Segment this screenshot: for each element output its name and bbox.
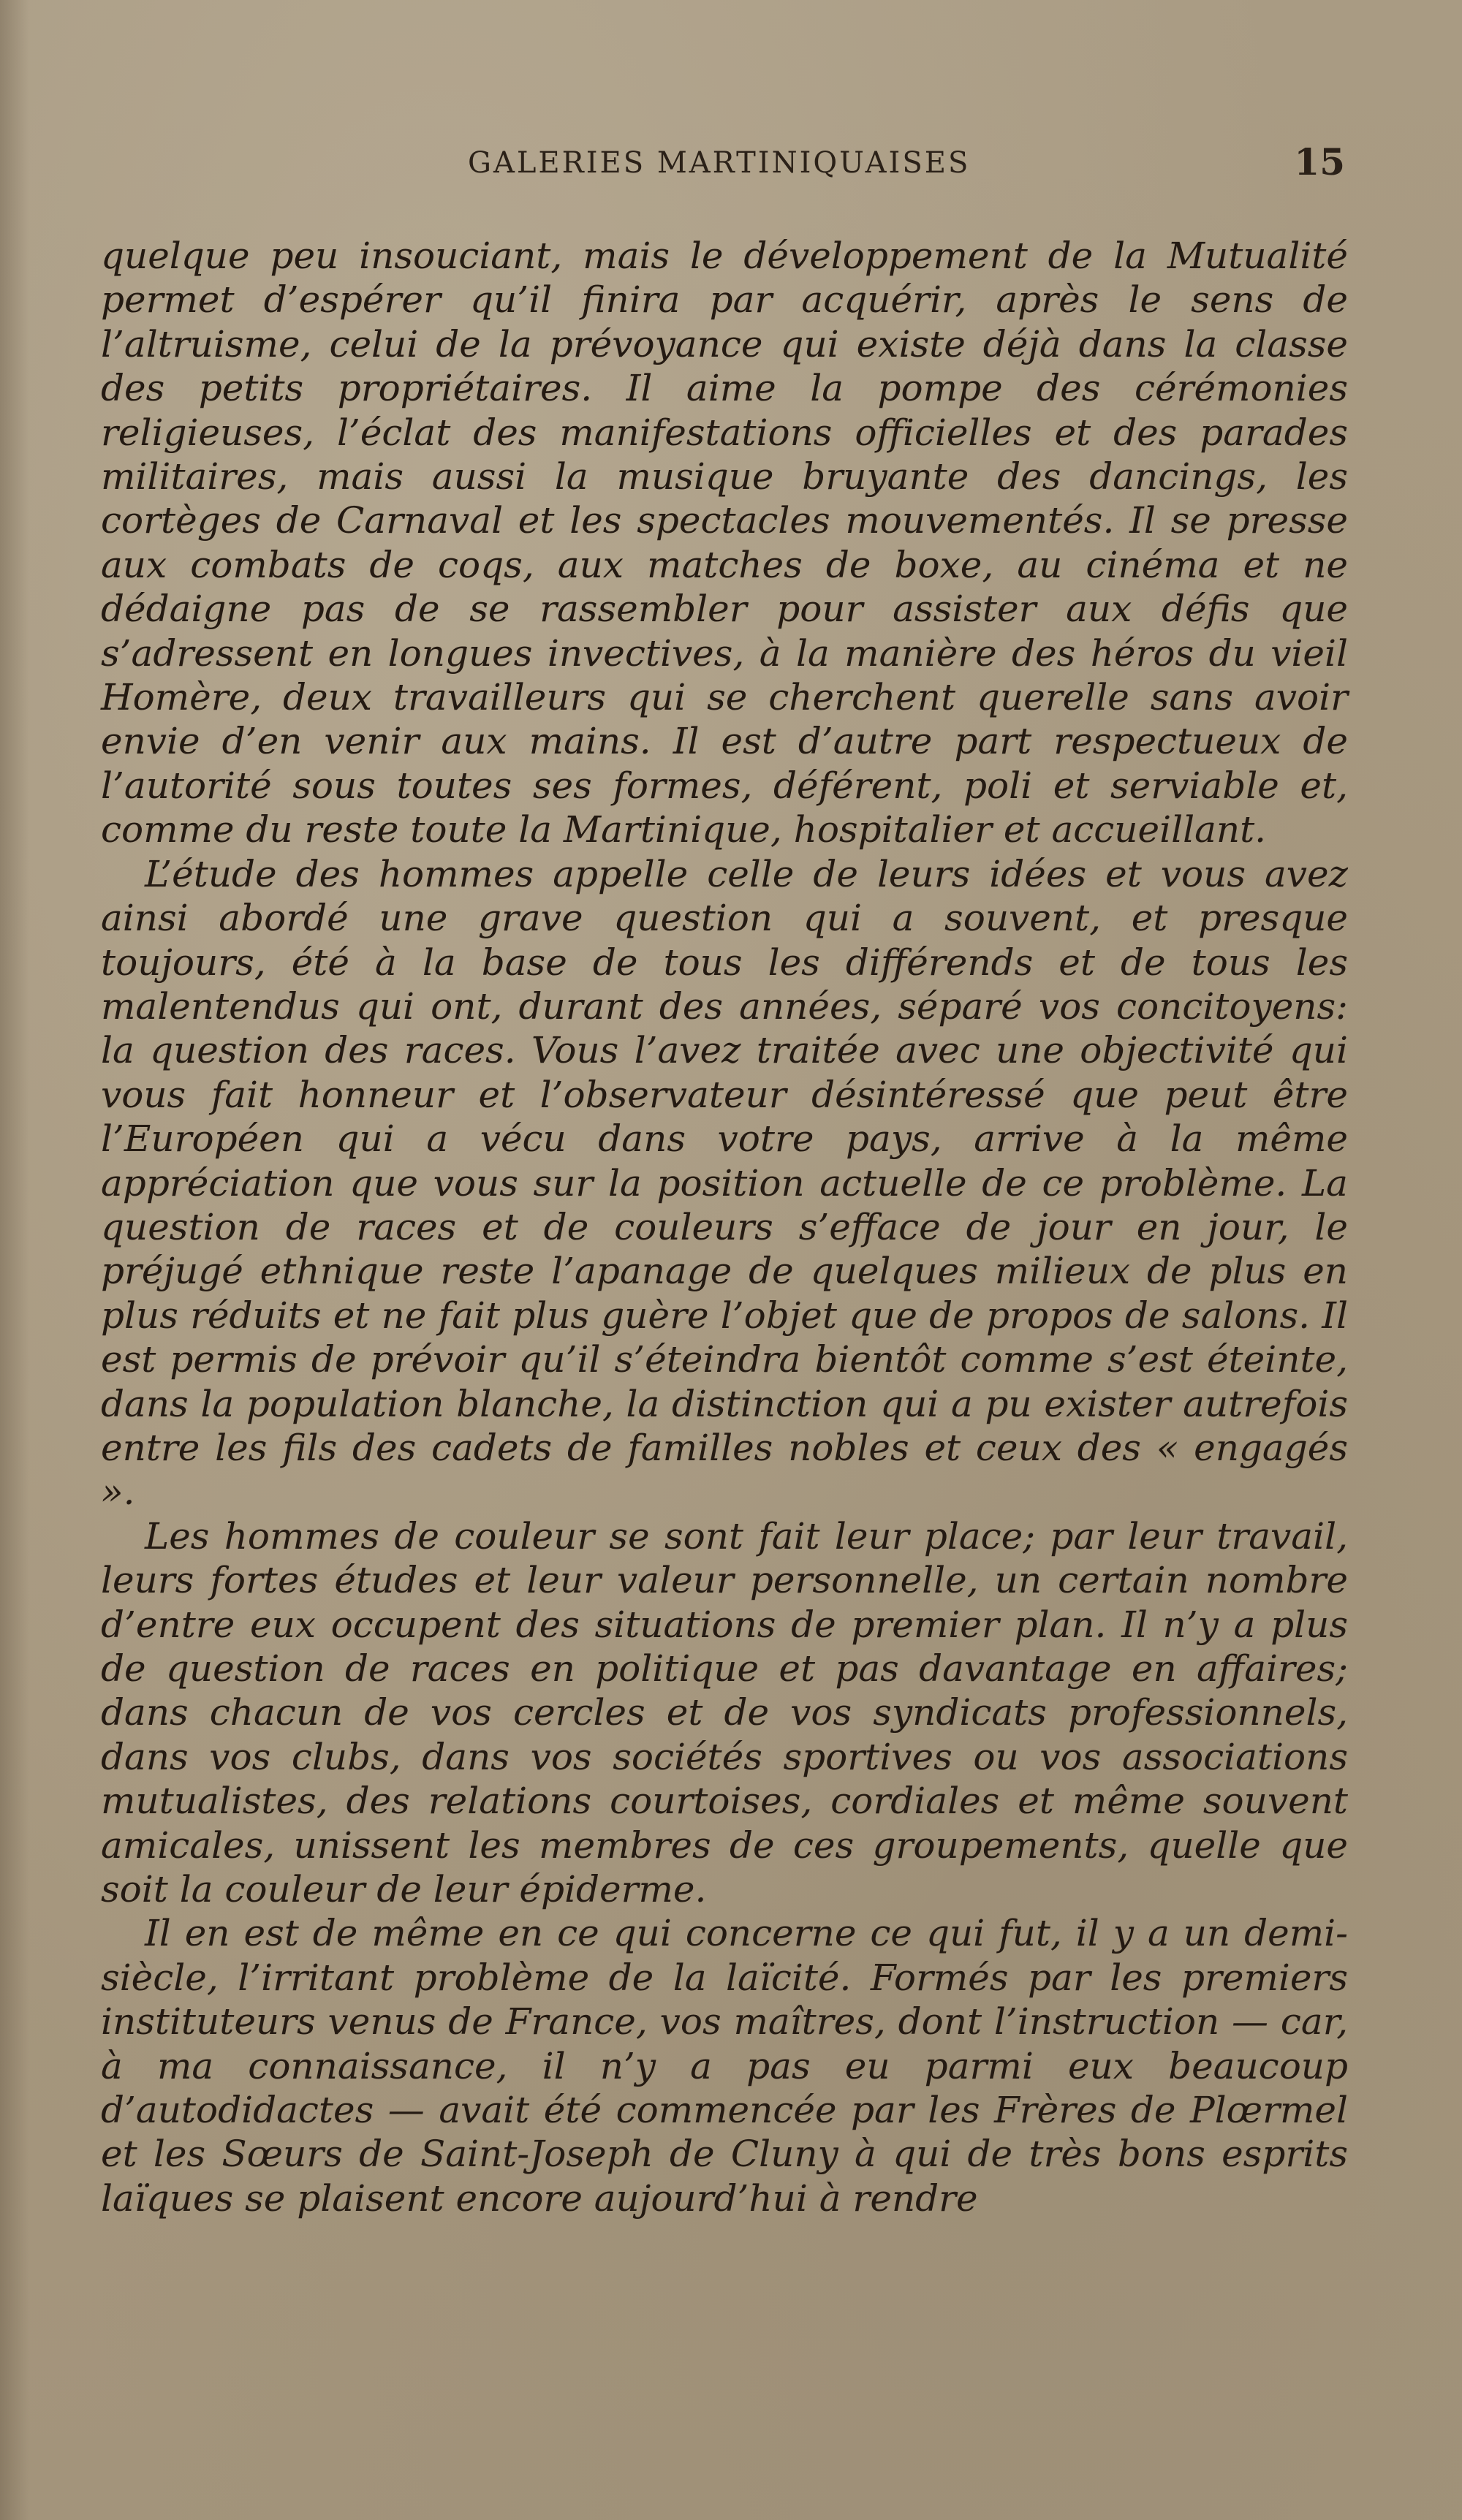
- paragraph-2: L’étude des hommes appelle celle de leurs idées et vous avez ainsi abordé une grave question qui a souvent, et presque toujours, été à la base de tous les différends et de tous les malentendus qui ont, durant des années, séparé vos concitoyens: la question des races. Vous l’avez traitée avec une objectivité qui vous fait honneur et l’observateur désintéressé que peut être l’Européen qui a vécu dans votre pays, arrive à la même appréciation que vous sur la position actuelle de ce problème. La question de races et de couleurs s’efface de jour en jour, le préjugé ethnique reste l’apanage de quelques milieux de plus en plus réduits et ne fait plus guère l’objet que de propos de salons. Il est permis de prévoir qu’il s’éteindra bientôt comme s’est éteinte, dans la population blanche, la distinction qui a pu exister autrefois entre les fils des cadets de familles nobles et ceux des « engagés ».: [101, 852, 1348, 1514]
- page-number: 15: [1294, 140, 1345, 183]
- paragraph-1: quelque peu insouciant, mais le développement de la Mutualité permet d’espérer qu’il finira par acquérir, après le sens de l’altruisme, celui de la prévoyance qui existe déjà dans la classe des petits propriétaires. Il aime la pompe des cérémonies religieuses, l’éclat des manifestations officielles et des parades militaires, mais aussi la musique bruyante des dancings, les cortèges de Carnaval et les spectacles mouvementés. Il se presse aux combats de coqs, aux matches de boxe, au cinéma et ne dédaigne pas de se rassembler pour assister aux défis que s’adressent en longues invectives, à la manière des héros du vieil Homère, deux travailleurs qui se cherchent querelle sans avoir envie d’en venir aux mains. Il est d’autre part respectueux de l’autorité sous toutes ses formes, déférent, poli et serviable et, comme du reste toute la Martinique, hospitalier et accueillant.: [101, 235, 1348, 851]
- running-head: [102, 140, 1345, 197]
- page-edge-shadow: [0, 0, 29, 2520]
- body-text: [101, 234, 1348, 2220]
- running-title: GALERIES MARTINIQUAISES: [468, 146, 971, 180]
- paragraph-4: Il en est de même en ce qui concerne ce qui fut, il y a un demi-siècle, l’irritant problème de la laïcité. Formés par les premiers instituteurs venus de France, vos maîtres, dont l’instruction — car, à ma connaissance, il n’y a pas eu parmi eux beaucoup d’autodidactes — avait été commencée par les Frères de Plœrmel et les Sœurs de Saint-Joseph de Cluny à qui de très bons esprits laïques se plaisent encore aujourd’hui à rendre: [101, 1912, 1348, 2220]
- paragraph-3: Les hommes de couleur se sont fait leur place; par leur travail, leurs fortes études et leur valeur personnelle, un certain nombre d’entre eux occupent des situations de premier plan. Il n’y a plus de question de races en politique et pas davantage en affaires; dans chacun de vos cercles et de vos syndicats professionnels, dans vos clubs, dans vos sociétés sportives ou vos associations mutualistes, des relations courtoises, cordiales et même souvent amicales, unissent les membres de ces groupements, quelle que soit la couleur de leur épiderme.: [101, 1514, 1348, 1911]
